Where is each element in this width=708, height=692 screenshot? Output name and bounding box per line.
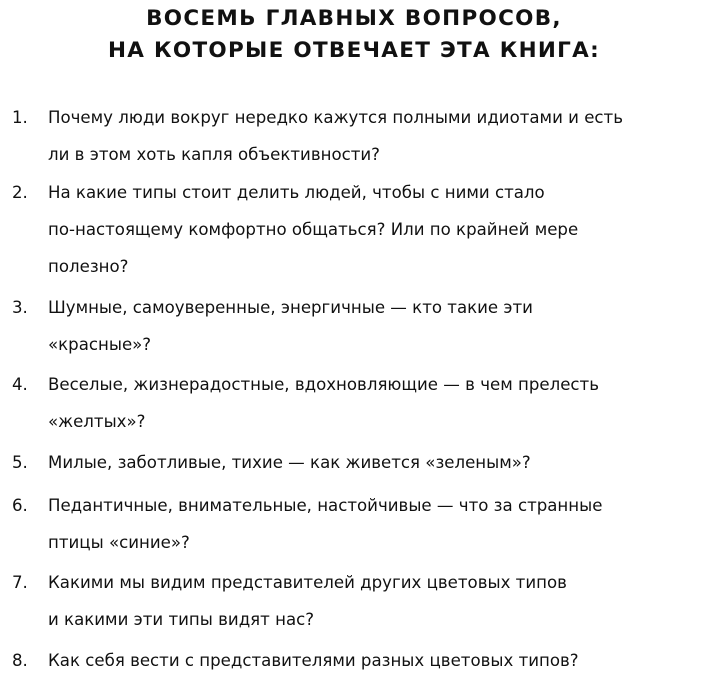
question-number: 4. [12,375,28,394]
question-number: 8. [12,651,28,670]
question-text-line: птицы «синие»? [48,533,190,552]
question-text-line: по-настоящему комфортно общаться? Или по крайней мере [48,220,579,239]
question-text-line: «красные»? [48,335,152,354]
heading-line-1: ВОСЕМЬ ГЛАВНЫХ ВОПРОСОВ, [146,6,562,31]
question-number: 1. [12,108,28,127]
question-text-line: Педантичные, внимательные, настойчивые — что за странные [48,496,603,515]
question-text-line: Как себя вести с представителями разных цветовых типов? [48,651,579,670]
question-text-line: полезно? [48,257,129,276]
question-number: 2. [12,183,28,202]
question-text-line: Шумные, самоуверенные, энергичные — кто такие эти [48,298,533,317]
question-number: 6. [12,496,28,515]
heading-line-2: НА КОТОРЫЕ ОТВЕЧАЕТ ЭТА КНИГА: [107,38,601,63]
question-text-line: На какие типы стоит делить людей, чтобы с ними стало [48,183,545,202]
question-text-line: Почему люди вокруг нередко кажутся полными идиотами и есть [48,108,623,127]
question-text-line: Какими мы видим представителей других цветовых типов [48,573,567,592]
question-text-line: Милые, заботливые, тихие — как живется «зеленым»? [48,453,531,472]
question-number: 7. [12,573,28,592]
question-text-line: и какими эти типы видят нас? [48,610,315,629]
question-number: 5. [12,453,28,472]
question-number: 3. [12,298,28,317]
question-text-line: «желтых»? [48,412,146,431]
question-text-line: Веселые, жизнерадостные, вдохновляющие — в чем прелесть [48,375,599,394]
question-text-line: ли в этом хоть капля объективности? [48,145,380,164]
